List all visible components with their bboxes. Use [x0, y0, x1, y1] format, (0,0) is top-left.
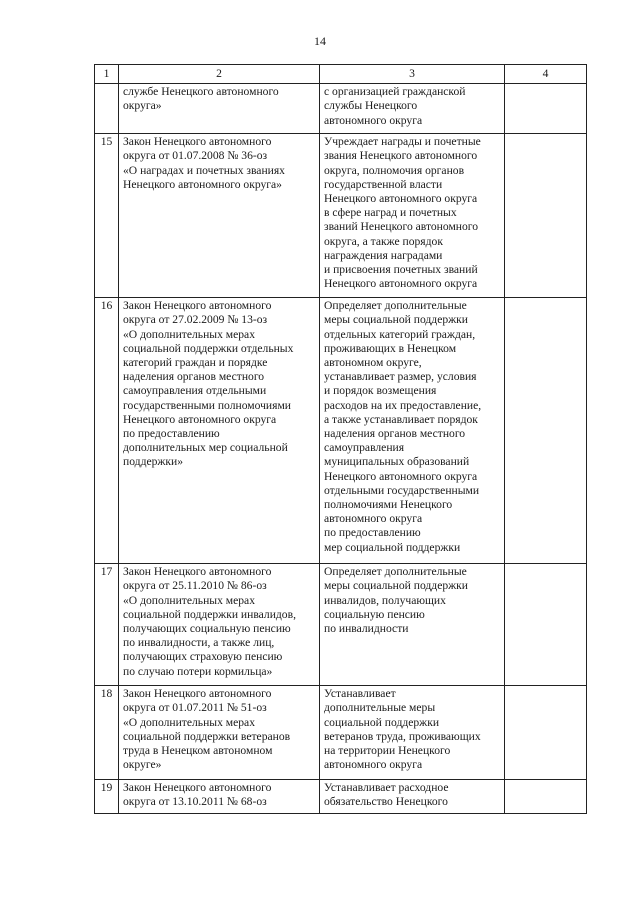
table-row [95, 298, 587, 564]
law-description-cell: с организацией гражданской службы Ненецкого автономного округа [320, 84, 505, 134]
row-number [95, 84, 119, 134]
row-number: 15 [95, 134, 119, 298]
note-cell [505, 84, 587, 134]
law-description-cell: Устанавливает расходное обязательство Ненецкого [320, 780, 505, 814]
law-title-cell: Закон Ненецкого автономного округа от 01.07.2008 № 36-оз «О наградах и почетных званиях Ненецкого автономного округа» [119, 134, 320, 298]
row-number: 17 [95, 564, 119, 686]
column-header-4: 4 [505, 65, 587, 84]
row-number: 16 [95, 298, 119, 564]
note-cell [505, 298, 587, 564]
page-number: 14 [314, 34, 326, 48]
law-description-cell: Определяет дополнительные меры социальной поддержки отдельных категорий граждан, проживающих в Ненецком автономном округе, устанавливает размер, условия и порядок возмещения расходов на их предоставление, а также устанавливает порядок наделения органов местного самоуправления муниципальных образований Ненецкого автономного округа отдельными государственными полномочиями Ненецкого автономного округа по предоставлению мер социальной поддержки [320, 298, 505, 564]
column-header-2: 2 [119, 65, 320, 84]
table-row [95, 134, 587, 298]
row-number: 19 [95, 780, 119, 814]
table-header-row [95, 65, 587, 84]
table-row [95, 686, 587, 780]
column-header-3: 3 [320, 65, 505, 84]
row-number: 18 [95, 686, 119, 780]
law-title-cell: Закон Ненецкого автономного округа от 25.11.2010 № 86-оз «О дополнительных мерах социальной поддержки инвалидов, получающих социальную пенсию по инвалидности, а также лиц, получающих страховую пенсию по случаю потери кормильца» [119, 564, 320, 686]
column-header-1: 1 [95, 65, 119, 84]
table-row [95, 564, 587, 686]
law-title-cell: службе Ненецкого автономного округа» [119, 84, 320, 134]
note-cell [505, 134, 587, 298]
law-title-cell: Закон Ненецкого автономного округа от 27.02.2009 № 13-оз «О дополнительных мерах социальной поддержки отдельных категорий граждан и порядке наделения органов местного самоуправления отдельными государственными полномочиями Ненецкого автономного округа по предоставлению дополнительных мер социальной поддержки» [119, 298, 320, 564]
law-description-cell: Учреждает награды и почетные звания Ненецкого автономного округа, полномочия органов государственной власти Ненецкого автономного округа в сфере наград и почетных званий Ненецкого автономного округа, а также порядок награждения наградами и присвоения почетных званий Ненецкого автономного округа [320, 134, 505, 298]
table-row [95, 84, 587, 134]
note-cell [505, 780, 587, 814]
note-cell [505, 686, 587, 780]
table-row [95, 780, 587, 814]
note-cell [505, 564, 587, 686]
law-description-cell: Определяет дополнительные меры социальной поддержки инвалидов, получающих социальную пенсию по инвалидности [320, 564, 505, 686]
law-description-cell: Устанавливает дополнительные меры социальной поддержки ветеранов труда, проживающих на территории Ненецкого автономного округа [320, 686, 505, 780]
legislation-table [94, 64, 587, 814]
law-title-cell: Закон Ненецкого автономного округа от 01.07.2011 № 51-оз «О дополнительных мерах социальной поддержки ветеранов труда в Ненецком автономном округе» [119, 686, 320, 780]
law-title-cell: Закон Ненецкого автономного округа от 13.10.2011 № 68-оз [119, 780, 320, 814]
